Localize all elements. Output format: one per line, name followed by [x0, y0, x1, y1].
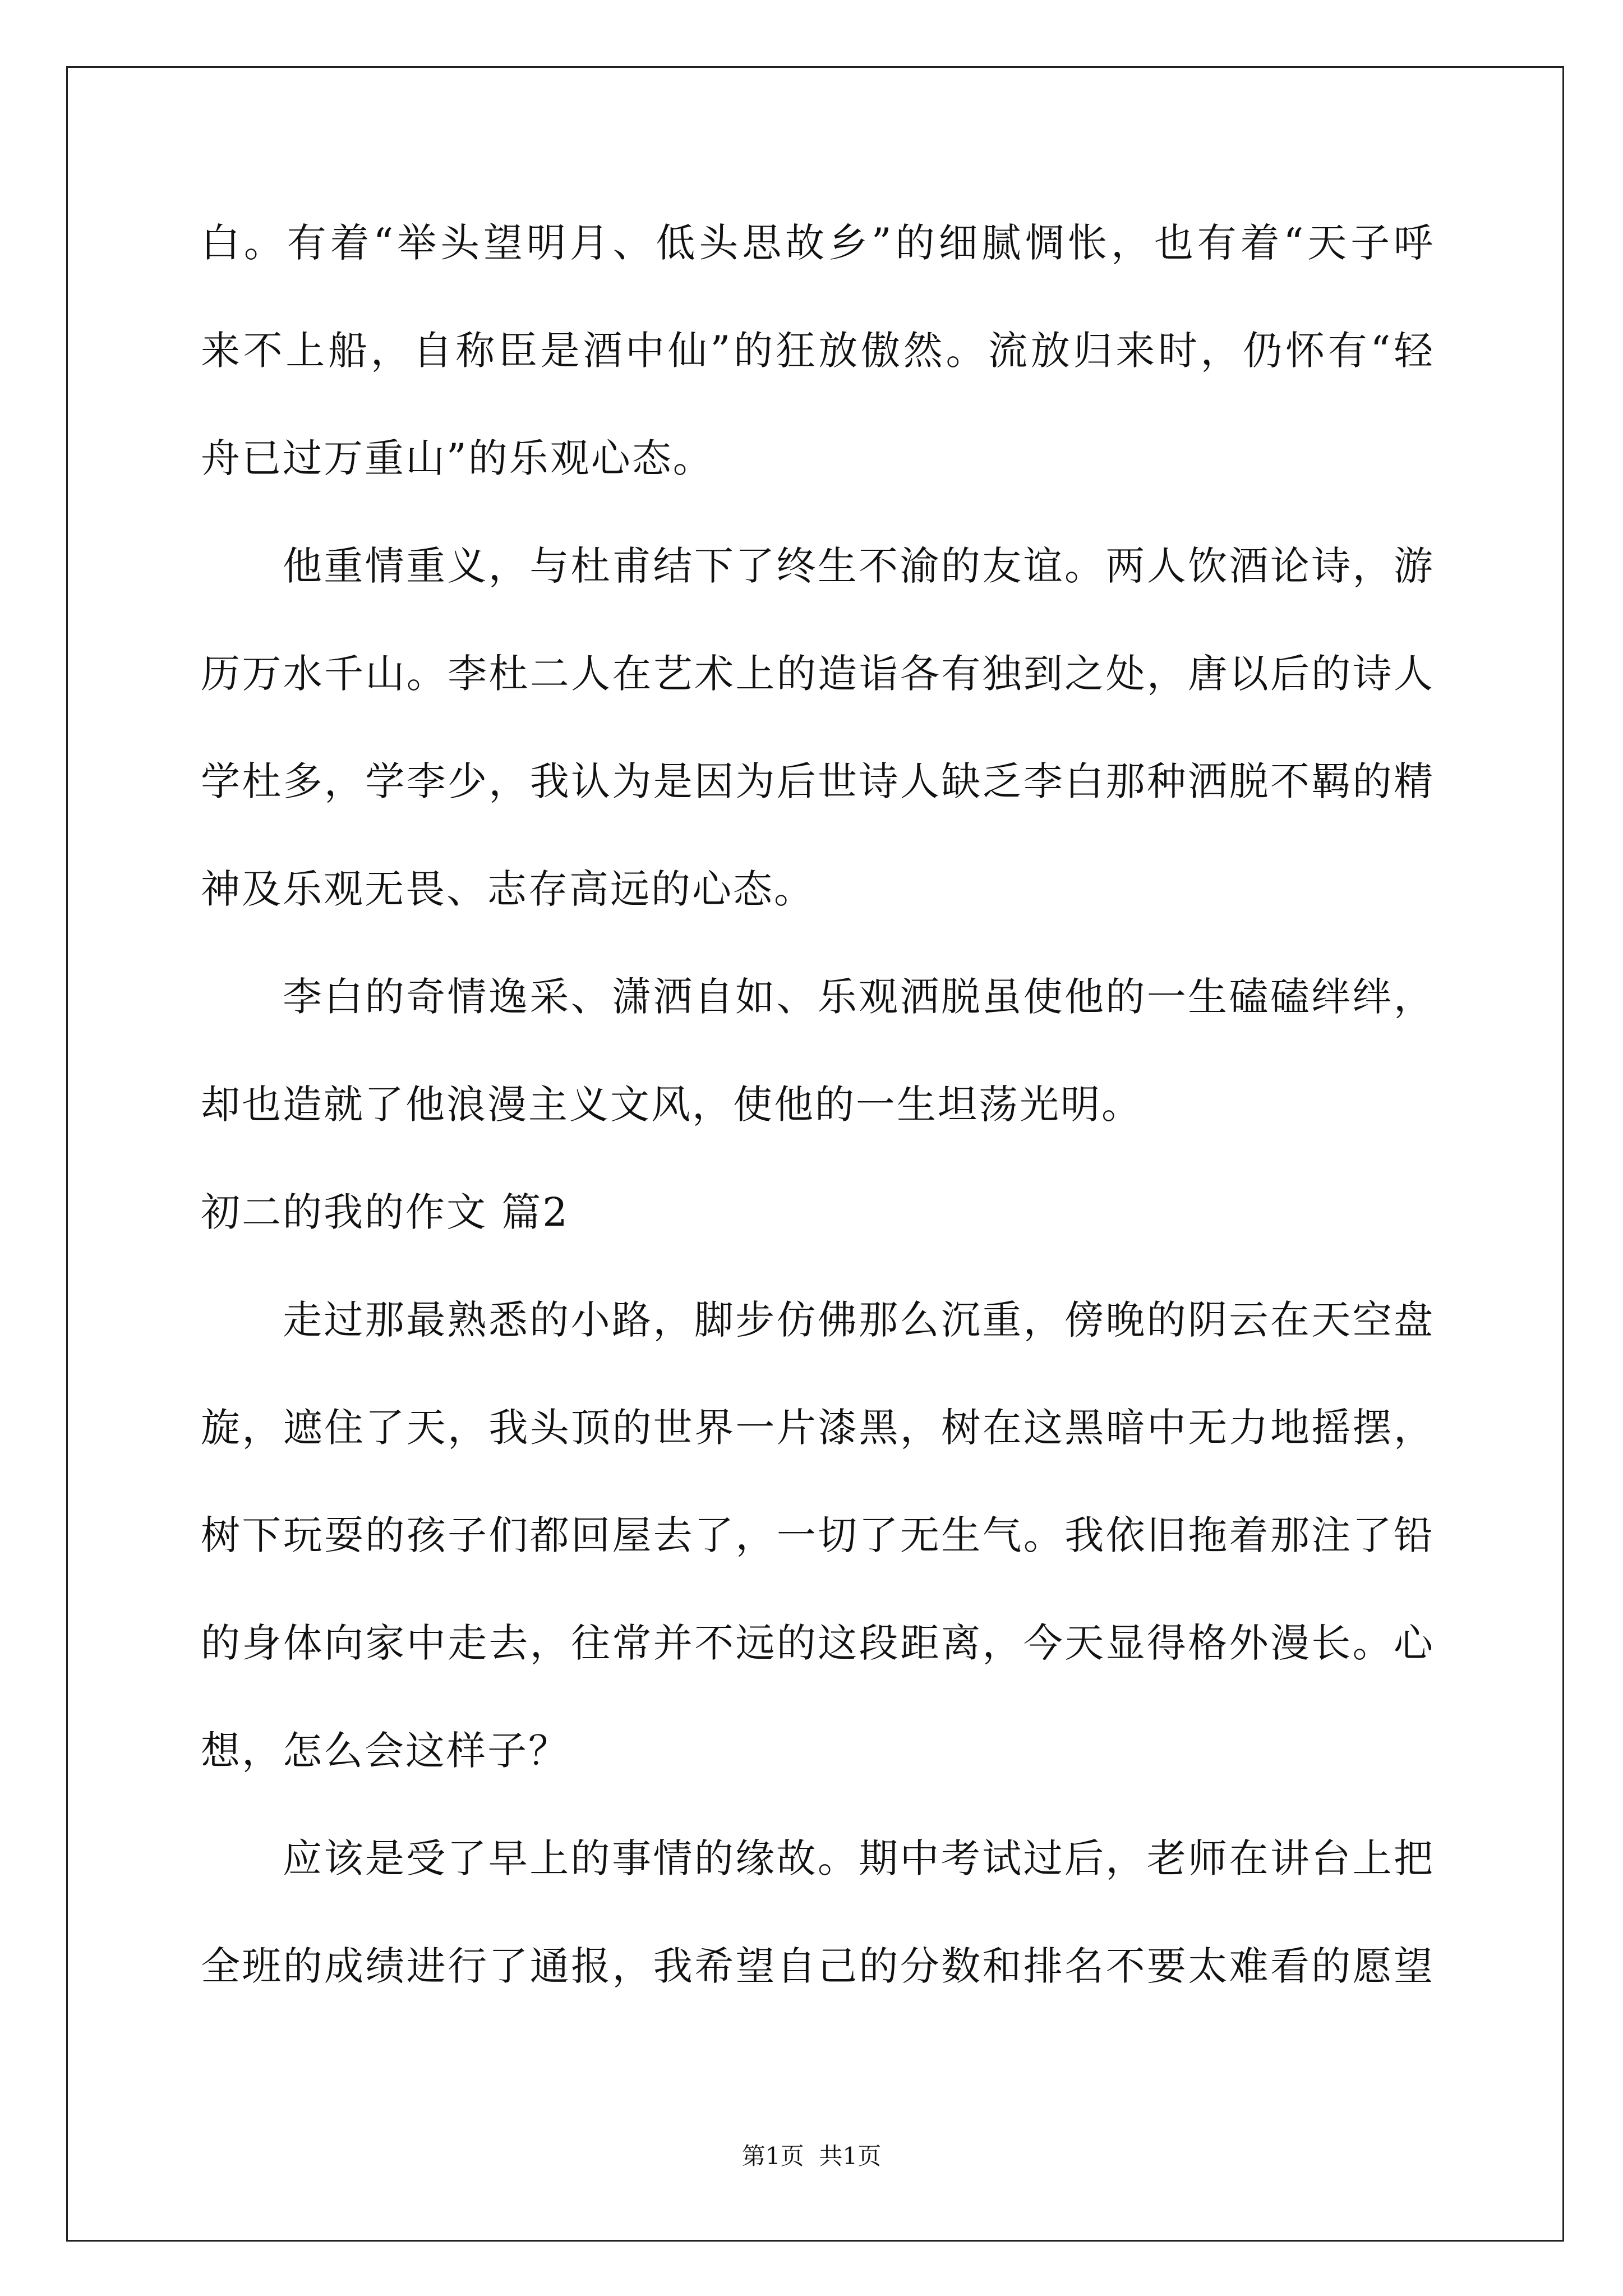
text-line: 应该是受了早上的事情的缘故。期中考试过后，老师在讲台上把	[283, 1835, 1435, 1881]
text-line: 走过那最熟悉的小路，脚步仿佛那么沉重，傍晚的阴云在天空盘	[283, 1297, 1435, 1343]
text-line: 他重情重义，与杜甫结下了终生不渝的友谊。两人饮酒论诗，游	[283, 543, 1435, 589]
text-line: 李白的奇情逸采、潇洒自如、乐观洒脱虽使他的一生磕磕绊绊，	[283, 974, 1435, 1020]
text-line: 历万水千山。李杜二人在艺术上的造诣各有独到之处，唐以后的诗人	[201, 651, 1435, 697]
paragraph	[201, 189, 1435, 512]
text-line: 旋，遮住了天，我头顶的世界一片漆黑，树在这黑暗中无力地摇摆，	[201, 1405, 1435, 1451]
text-line: 全班的成绩进行了通报，我希望自己的分数和排名不要太难看的愿望	[201, 1943, 1435, 1989]
text-line: 的身体向家中走去，往常并不远的这段距离，今天显得格外漫长。心	[201, 1620, 1435, 1666]
text-line: 想，怎么会这样子？	[201, 1728, 569, 1774]
paragraph	[201, 943, 1435, 1158]
essay-heading: 初二的我的作文 篇2	[201, 1189, 569, 1235]
text-line: 神及乐观无畏、志存高远的心态。	[201, 866, 815, 912]
paragraph	[201, 1805, 1435, 2020]
text-line: 白。有着“举头望明月、低头思故乡”的细腻惆怅，也有着“天子呼	[201, 220, 1435, 266]
text-line: 学杜多，学李少，我认为是因为后世诗人缺乏李白那种洒脱不羁的精	[201, 758, 1435, 804]
document-body	[201, 189, 1435, 2020]
text-line: 树下玩耍的孩子们都回屋去了，一切了无生气。我依旧拖着那注了铅	[201, 1512, 1435, 1558]
text-line: 舟已过万重山”的乐观心态。	[201, 435, 714, 481]
text-line: 来不上船，自称臣是酒中仙”的狂放傲然。流放归来时，仍怀有“轻	[201, 328, 1435, 374]
paragraph	[201, 1266, 1435, 1805]
text-line: 却也造就了他浪漫主义文风，使他的一生坦荡光明。	[201, 1082, 1142, 1128]
paragraph	[201, 512, 1435, 943]
page-number: 第1页 共1页	[741, 2142, 882, 2170]
